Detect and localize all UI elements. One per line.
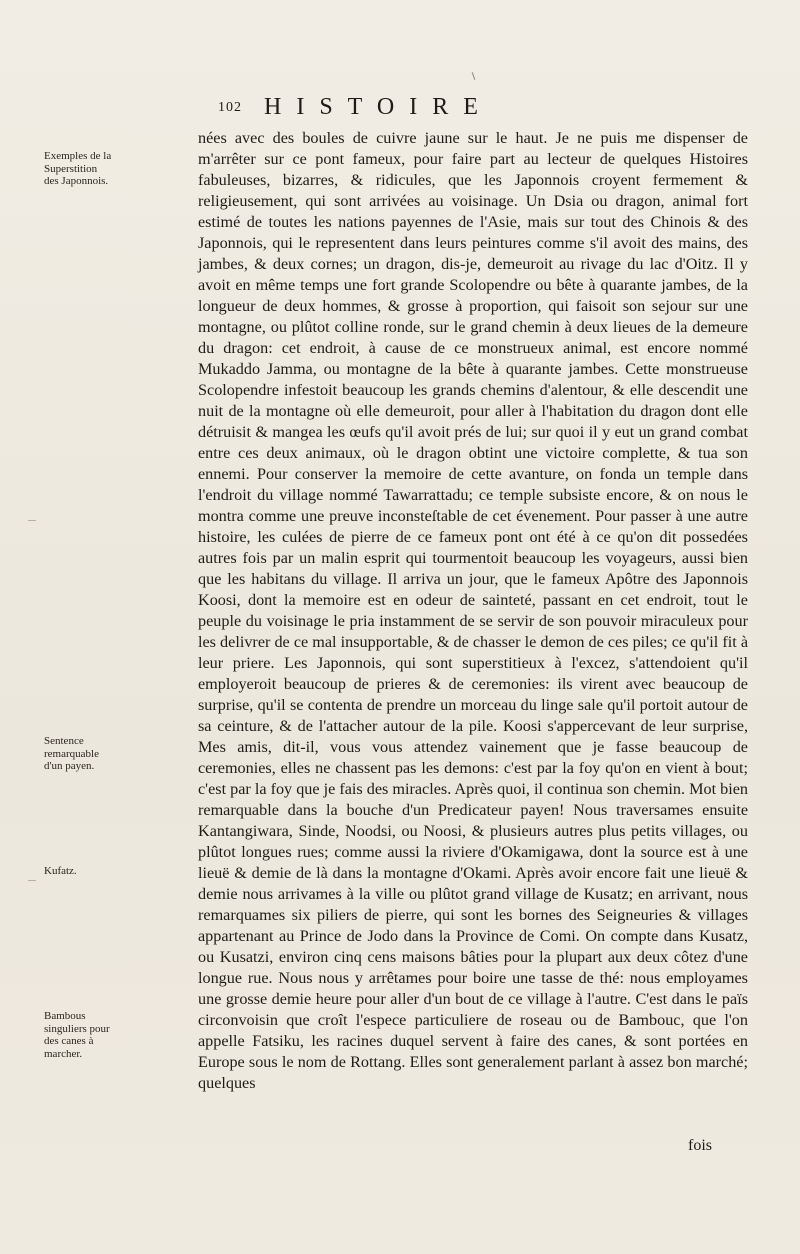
margin-note-sentence: Sentence remarquable d'un payen.	[44, 735, 99, 772]
catchword: fois	[688, 1137, 712, 1154]
margin-note-kufatz: Kufatz.	[44, 865, 77, 877]
page-number: 102	[218, 100, 242, 115]
margin-note-superstition: Exemples de la Superstition des Japonnois.	[44, 150, 112, 187]
main-text-block	[198, 128, 748, 1094]
paper-mark	[472, 72, 476, 80]
margin-note-bambous: Bambous singuliers pour des canes à marcher.	[44, 1010, 110, 1060]
body-paragraph: nées avec des boules de cuivre jaune sur le haut. Je ne puis me dispenser de m'arrêter sur ce pont fameux, pour faire part au lecteur de quelques Histoires fabuleuses, bizarres, & ridicules, que les Japonnois croyent fermement & religieusement, qui sont arrivées au voisinage. Un Dsia ou dragon, animal fort estimé de toutes les nations payennes de l'Asie, mais sur tout des Chinois & des Japonnois, qui le representent dans leurs peintures comme s'il avoit des mains, des jambes, & deux cornes; un dragon, dis-je, demeuroit au rivage du lac d'Oitz. Il y avoit en même temps une fort grande Scolopendre ou bête à quarante jambes, de la longueur de deux hommes, & grosse à proportion, qui faisoit son sejour sur une montagne, ou plûtot colline ronde, sur le grand chemin à deux lieues de la demeure du dragon: cet endroit, à cause de ce monstrueux animal, est encore nommé Mukaddo Jamma, ou montagne de la bête à quarante jambes. Cette monstrueuse Scolopendre infestoit beaucoup les grands chemins d'alentour, & elle descendit une nuit de la montagne où elle demeuroit, pour aller à l'habitation du dragon dont elle détruisit & mangea les œufs qu'il avoit prés de lui; sur quoi il y eut un grand combat entre ces deux animaux, où le dragon obtint une victoire complette, & tua son ennemi. Pour conserver la memoire de cette avanture, on fonda un temple dans l'endroit du village nommé Tawarrattadu; ce temple subsiste encore, & on nous le montra comme une preuve inconsteſtable de cet évenement. Pour passer à une autre histoire, les culées de pierre de ce fameux pont ont été à ce qu'on dit possedées autres fois par un malin esprit qui tourmentoit beaucoup les voyageurs, aussi bien que les habitans du village. Il arriva un jour, que le fameux Apôtre des Japonnois Koosi, dont la memoire est en odeur de sainteté, passant en cet endroit, tout le peuple du voisinage le pria instamment de se servir de son pouvoir miraculeux pour les delivrer de ce mal insupportable, & de chasser le demon de ces piles; ce qu'il fit à leur priere. Les Japonnois, qui sont superstitieux à l'excez, s'attendoient qu'il employeroit beaucoup de prieres & de ceremonies: ils virent avec beaucoup de surprise, qu'il se contenta de prendre un morceau du linge sale qu'il portoit autour de sa ceinture, & de l'attacher autour de la pile. Koosi s'appercevant de leur surprise, Mes amis, dit-il, vous vous attendez vainement que je fasse beaucoup de ceremonies, elles ne chassent pas les demons: c'est par la foy qu'on en vient à bout; c'est par la foy que je fais des miracles. Après quoi, il continua son chemin. Mot bien remarquable dans la bouche d'un Predicateur payen! Nous traversames ensuite Kantangiwara, Sinde, Noodsi, ou Noosi, & plusieurs autres plus petits villages, ou plûtot longues rues; comme aussi la riviere d'Okamigawa, dont la source est à une lieuë & demie de là dans la montagne d'Okami. Après avoir encore fait une lieuë & demie nous arrivames à la ville ou plûtot grand village de Kusatz; en arrivant, nous remarquames six piliers de pierre, qui sont les bornes des Seigneuries & villages appartenant au Prince de Jodo dans la Province de Comi. On compte dans Kusatz, ou Kusatzi, environ cinq cens maisons bâties pour la plupart aux deux côtez d'une longue rue. Nous nous y arrêtames pour boire une tasse de thé: nous employames une grosse demie heure pour aller d'un bout de ce village à l'autre. C'est dans le païs circonvoisin que croît l'espece particuliere de roseau ou de Bambouc, que l'on appelle Fatsiku, les racines duquel servent à faire des canes, & sont portées en Europe sous le nom de Rottang. Elles sont generalement parlant à assez bon marché; quelques	[198, 129, 749, 1092]
margin-mark	[28, 520, 36, 521]
margin-mark	[28, 880, 36, 881]
running-title: HISTOIRE	[264, 94, 493, 120]
page-header	[218, 94, 618, 124]
